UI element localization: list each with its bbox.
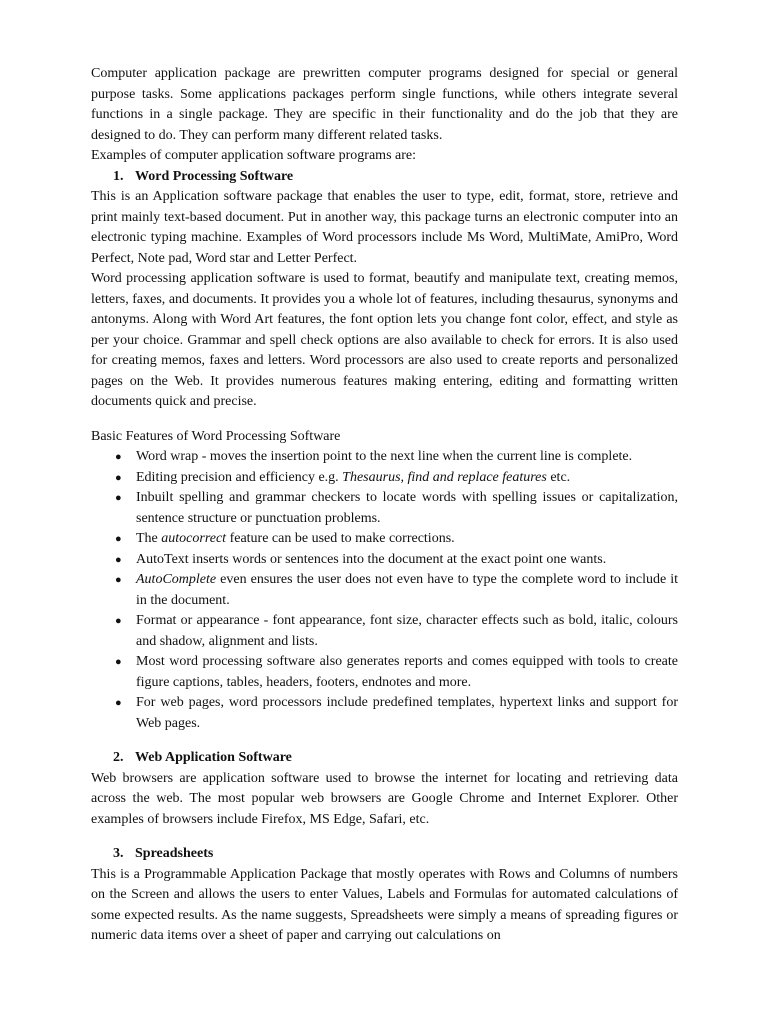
feature-text: Most word processing software also generates reports and comes equipped with tools to create figure captions, tables, headers, footers, endnotes and more. <box>136 654 678 690</box>
bullet-icon: ● <box>115 492 122 504</box>
feature-list-item <box>115 693 678 734</box>
feature-emphasis: AutoComplete <box>136 572 217 587</box>
feature-list-item <box>115 550 678 571</box>
spacer <box>91 413 678 427</box>
feature-text: Inbuilt spelling and grammar checkers to locate words with spelling issues or capitalization, sentence structure or punctuation problems. <box>136 490 678 526</box>
feature-text-after: feature can be used to make corrections. <box>226 531 455 546</box>
bullet-icon: ● <box>115 451 122 463</box>
feature-list-item <box>115 611 678 652</box>
bullet-icon: ● <box>115 533 122 545</box>
intro-paragraph: Computer application package are prewritten computer programs designed for special or general purpose tasks. Some applications packages perform single functions, while others integrate several functions in a single package. They are specific in their functionality and do the job that they are designed to do. They can perform many different related tasks. <box>91 66 678 143</box>
spacer <box>91 734 678 748</box>
feature-text: Word wrap - moves the insertion point to the next line when the current line is complete. <box>136 449 633 464</box>
bullet-icon: ● <box>115 471 122 484</box>
word-processing-paragraph-2: Word processing application software is used to format, beautify and manipulate text, creating memos, letters, faxes, and documents. It provides you a whole lot of features, including thesaurus, synonyms and antonyms. Along with Word Art features, the font option lets you change font color, effect, and style as per your choice. Grammar and spell check options are also available to check for errors. It is also used for creating memos, faxes and letters. Word processors are also used to create reports and personalized pages on the Web. It provides numerous features making entering, editing and formatting written documents quick and precise. <box>91 271 678 409</box>
feature-list-item <box>115 652 678 693</box>
feature-emphasis: Thesaurus, find and replace features <box>342 469 547 485</box>
word-processing-paragraph-1: This is an Application software package that enables the user to type, edit, format, store, retrieve and print mainly text-based document. Put in another way, this package turns an electronic computer into an electronic typing machine. Examples of Word processors include Ms Word, MultiMate, AmiPro, Word Perfect, Note pad, Word star and Letter Perfect. <box>91 189 678 266</box>
feature-text-after: etc. <box>546 469 571 485</box>
feature-text: For web pages, word processors include predefined templates, hypertext links and support for Web pages. <box>136 695 678 731</box>
feature-list-item <box>115 529 678 550</box>
section-heading-word-processing <box>91 167 678 188</box>
feature-text-after: even ensures the user does not even have to type the complete word to include it in the document. <box>136 572 678 608</box>
spacer <box>91 830 678 844</box>
bullet-icon: ● <box>115 553 122 566</box>
section-title: Spreadsheets <box>135 846 214 861</box>
features-title: Basic Features of Word Processing Software <box>91 428 341 444</box>
feature-emphasis: autocorrect <box>161 531 227 546</box>
feature-list-item <box>115 447 678 468</box>
section-number: 3. <box>113 846 124 861</box>
section-title: Web Application Software <box>135 750 292 765</box>
web-application-paragraph: Web browsers are application software used to browse the internet for locating and retrieving data across the web. The most popular web browsers are Google Chrome and Internet Explorer. Other examples of browsers include Firefox, MS Edge, Safari, etc. <box>91 770 678 827</box>
feature-text: AutoText inserts words or sentences into the document at the exact point one wants. <box>136 551 607 567</box>
intro-examples-line: Examples of computer application software programs are: <box>91 148 416 163</box>
bullet-icon: ● <box>115 574 122 586</box>
bullet-icon: ● <box>115 656 122 668</box>
section-number: 2. <box>113 750 124 765</box>
feature-list-item <box>115 570 678 611</box>
section-title: Word Processing Software <box>135 168 294 184</box>
bullet-icon: ● <box>115 697 122 709</box>
spreadsheets-paragraph: This is a Programmable Application Package that mostly operates with Rows and Columns of numbers on the Screen and allows the users to enter Values, Labels and Formulas for automated calculations of some expected results. As the name suggests, Spreadsheets were simply a means of spreading figures or numeric data items over a sheet of paper and carrying out calculations on <box>91 866 678 943</box>
feature-text: Editing precision and efficiency e.g. <box>136 469 343 485</box>
features-list <box>91 447 678 734</box>
document-page <box>91 64 678 947</box>
feature-list-item <box>115 468 678 489</box>
feature-text: The <box>136 531 162 546</box>
section-heading-spreadsheets <box>91 844 678 865</box>
feature-text: Format or appearance - font appearance, font size, character effects such as bold, italic, colours and shadow, alignment and lists. <box>136 613 678 649</box>
feature-list-item <box>115 488 678 529</box>
section-number: 1. <box>113 168 124 184</box>
bullet-icon: ● <box>115 615 122 627</box>
section-heading-web-application <box>91 748 678 769</box>
